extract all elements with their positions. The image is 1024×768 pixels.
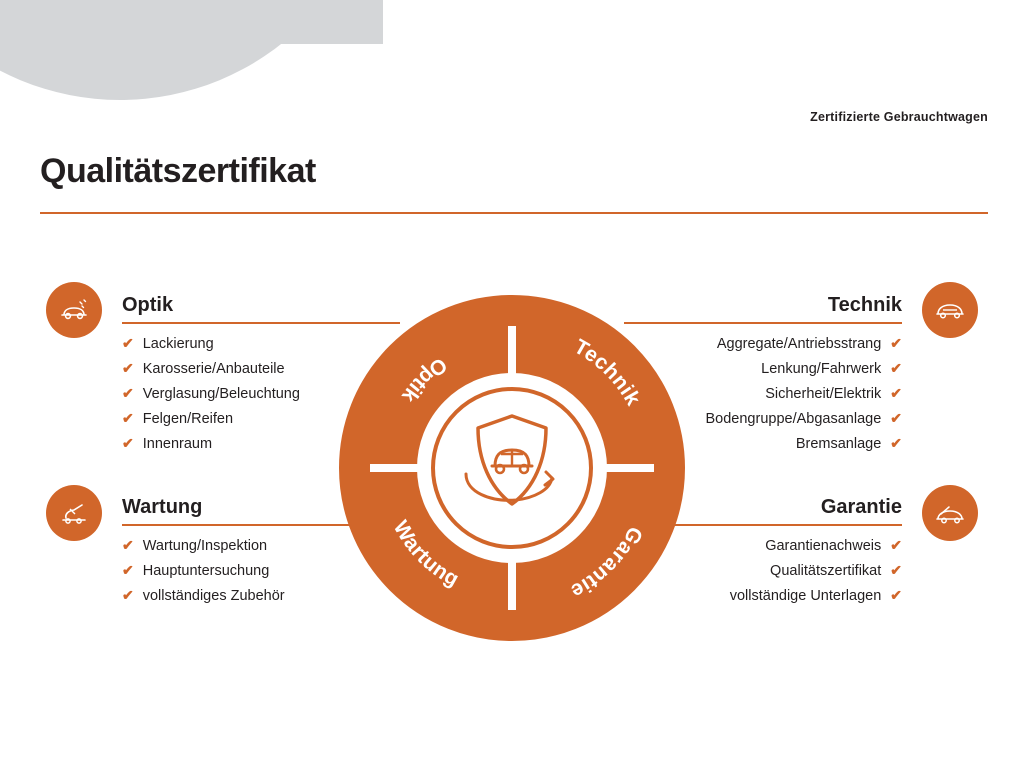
check-icon: ✔ [122, 384, 134, 401]
list-item-label: Aggregate/Antriebsstrang [716, 335, 882, 352]
donut-label-wartung: Wartung [388, 516, 463, 592]
check-icon: ✔ [122, 334, 134, 351]
check-icon: ✔ [122, 409, 134, 426]
list-item-label: vollständige Unterlagen [729, 587, 882, 604]
list-item-label: Wartung/Inspektion [142, 537, 268, 554]
list-item-label: Verglasung/Beleuchtung [142, 385, 300, 402]
check-icon: ✔ [890, 334, 902, 351]
check-icon: ✔ [122, 536, 134, 553]
list-item-label: Innenraum [142, 435, 213, 452]
decorative-grey-rect [0, 0, 383, 44]
check-icon: ✔ [890, 536, 902, 553]
check-icon: ✔ [122, 434, 134, 451]
list-item-label: Hauptuntersuchung [142, 562, 270, 579]
check-icon: ✔ [890, 586, 902, 603]
list-item-label: Felgen/Reifen [142, 410, 234, 427]
section-garantie-title: Garantie [820, 496, 902, 518]
check-icon: ✔ [890, 409, 902, 426]
donut-label-optik: Optik [396, 352, 452, 407]
list-item-label: Qualitätszertifikat [770, 562, 882, 579]
check-icon: ✔ [122, 561, 134, 578]
wartung-badge-icon [46, 485, 102, 541]
check-icon: ✔ [122, 359, 134, 376]
list-item-label: Sicherheit/Elektrik [765, 385, 882, 402]
section-optik-title: Optik [122, 294, 174, 316]
check-icon: ✔ [890, 561, 902, 578]
list-item-label: vollständiges Zubehör [142, 587, 285, 604]
title-divider [40, 212, 988, 214]
section-wartung-title: Wartung [122, 496, 203, 518]
quality-donut-diagram [332, 288, 692, 648]
donut-label-garantie: Garantie [566, 522, 647, 604]
check-icon: ✔ [890, 434, 902, 451]
optik-badge-icon [46, 282, 102, 338]
check-icon: ✔ [122, 586, 134, 603]
check-icon: ✔ [890, 384, 902, 401]
list-item-label: Bodengruppe/Abgasanlage [705, 410, 882, 427]
list-item-label: Karosserie/Anbauteile [142, 360, 285, 377]
list-item-label: Garantienachweis [765, 537, 882, 554]
check-icon: ✔ [890, 359, 902, 376]
technik-badge-icon [922, 282, 978, 338]
garantie-badge-icon [922, 485, 978, 541]
page-title: Qualitätszertifikat [40, 152, 316, 190]
list-item-label: Lackierung [142, 335, 214, 352]
donut-label-technik: Technik [570, 335, 645, 410]
list-item-label: Bremsanlage [795, 435, 882, 452]
list-item-label: Lenkung/Fahrwerk [761, 360, 882, 377]
brand-line: Zertifizierte Gebrauchtwagen [810, 110, 988, 124]
section-technik-title: Technik [827, 294, 902, 316]
